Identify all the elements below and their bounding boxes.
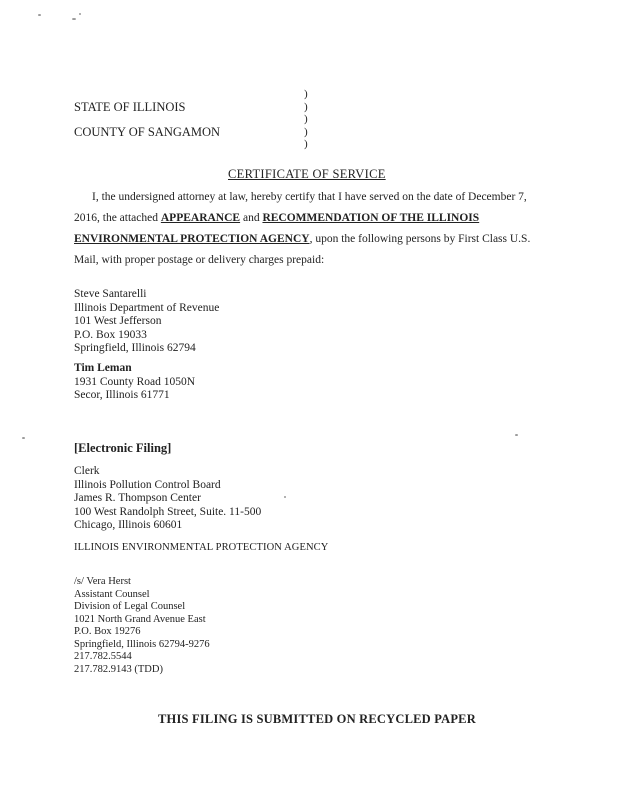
recipient-name: Tim Leman (74, 362, 132, 374)
address-line: 100 West Randolph Street, Suite. 11-500 (74, 505, 262, 518)
certificate-paragraph (74, 187, 544, 271)
signature-line: P.O. Box 19276 (74, 626, 141, 637)
caption-state: STATE OF ILLINOIS (74, 100, 186, 114)
caption-parentheses (304, 88, 308, 151)
scan-speck (38, 14, 41, 16)
scan-speck (515, 434, 518, 436)
scan-speck (22, 437, 25, 439)
paren: ) (304, 125, 308, 138)
document-appearance: APPEARANCE (160, 212, 241, 224)
paren: ) (304, 100, 308, 113)
recipient-santarelli (74, 288, 219, 356)
paren: ) (304, 113, 308, 125)
address-line: James R. Thompson Center (74, 492, 201, 504)
address-line: Illinois Department of Revenue (74, 301, 220, 314)
address-line: Springfield, Illinois 62794 (74, 342, 196, 354)
address-line: Steve Santarelli (74, 288, 147, 300)
paragraph-text-2: , upon the following persons by First Class U.S. Mail, with proper postage or delivery charges prepaid: (74, 233, 531, 266)
paren: ) (304, 88, 308, 100)
document-recommendation: RECOMMENDATION OF THE ILLINOIS ENVIRONMENTAL PROTECTION AGENCY (74, 212, 480, 245)
address-line: Secor, Illinois 61771 (74, 389, 170, 401)
address-line: 101 West Jefferson (74, 315, 162, 327)
address-line: 1931 County Road 1050N (74, 375, 196, 388)
address-line: P.O. Box 19033 (74, 328, 147, 341)
signature-line: Springfield, Illinois 62794-9276 (74, 638, 210, 650)
paragraph-and: and (240, 212, 263, 224)
paren: ) (304, 138, 308, 150)
scan-speck (284, 496, 286, 498)
signature-block (74, 576, 210, 676)
address-line: Clerk (74, 465, 100, 477)
signature-line: Division of Legal Counsel (74, 601, 186, 612)
address-line: Illinois Pollution Control Board (74, 478, 221, 491)
recycled-paper-footer: THIS FILING IS SUBMITTED ON RECYCLED PAPER (158, 712, 476, 726)
address-line: Chicago, Illinois 60601 (74, 519, 183, 531)
signature-line: Assistant Counsel (74, 588, 150, 600)
recipient-clerk (74, 465, 261, 533)
signature-line: 1021 North Grand Avenue East (74, 613, 206, 625)
paragraph-text-1: I, the undersigned attorney at law, hereby certify that I have served on the date of December 7, 2016, the attached (74, 191, 527, 224)
electronic-filing-heading: [Electronic Filing] (74, 441, 172, 455)
document-title: CERTIFICATE OF SERVICE (228, 167, 386, 181)
signature-line: 217.782.5544 (74, 651, 132, 662)
scan-speck (72, 18, 76, 20)
caption-county: COUNTY OF SANGAMON (74, 125, 221, 139)
scan-speck (79, 13, 81, 15)
signature-line: 217.782.9143 (TDD) (74, 663, 163, 675)
signature-line: /s/ Vera Herst (74, 576, 131, 587)
agency-name: ILLINOIS ENVIRONMENTAL PROTECTION AGENCY (74, 542, 329, 553)
recipient-leman (74, 362, 195, 403)
